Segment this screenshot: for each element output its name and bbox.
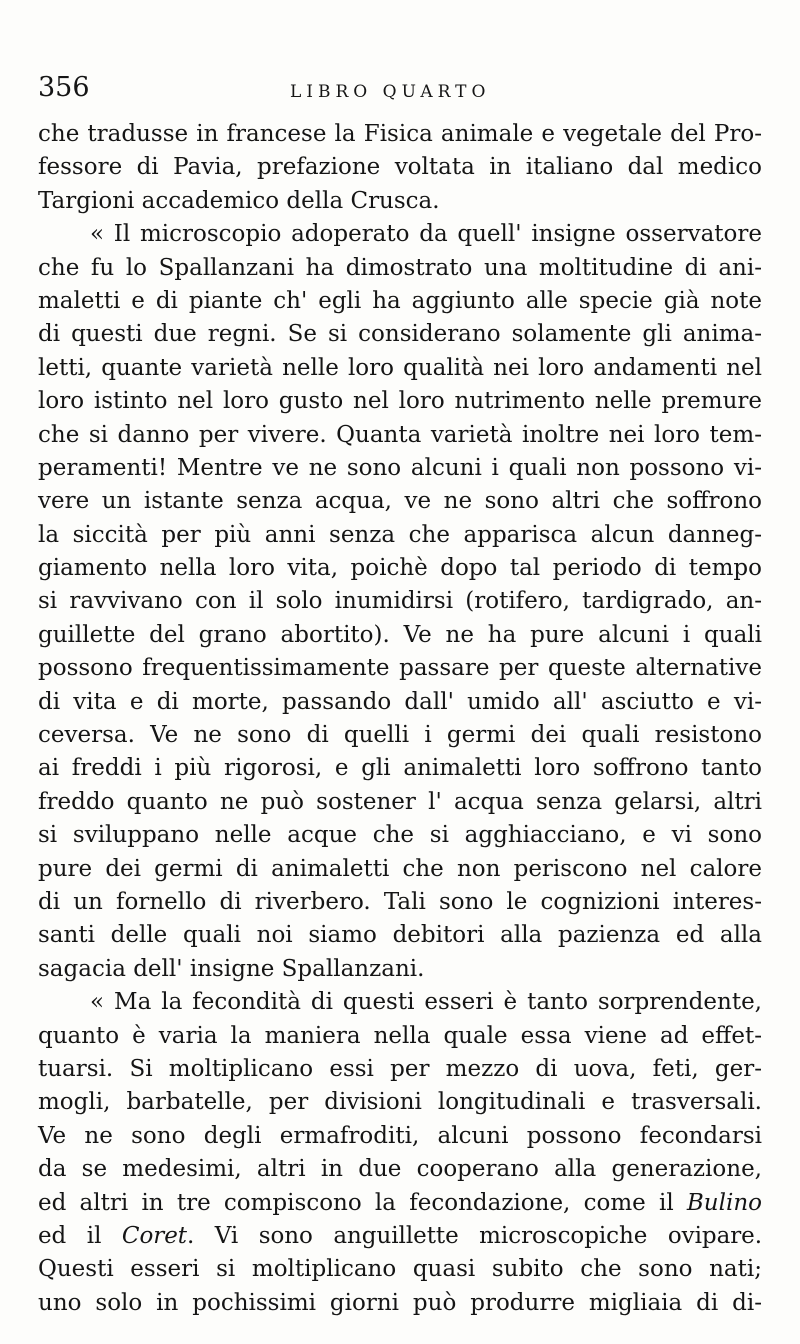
page-header — [38, 72, 758, 112]
text-line: loro istinto nel loro gusto nel loro nutrimento nelle premure — [38, 388, 762, 415]
page-number: 356 — [38, 72, 90, 103]
text-line: Ve ne sono degli ermafroditi, alcuni possono fecondarsi — [38, 1122, 762, 1149]
text-line: quanto è varia la maniera nella quale essa viene ad effet- — [38, 1022, 762, 1049]
text-line: ai freddi i più rigorosi, e gli animaletti loro soffrono tanto — [38, 755, 762, 782]
text-line: Questi esseri si moltiplicano quasi subito che sono nati; — [38, 1256, 762, 1283]
text-line: Targioni accademico della Crusca. — [38, 187, 440, 214]
text-line: di questi due regni. Se si considerano solamente gli anima- — [38, 321, 762, 348]
text-line: freddo quanto ne può sostener l' acqua senza gelarsi, altri — [38, 788, 762, 815]
text-line: mogli, barbatelle, per divisioni longitudinali e trasversali. — [38, 1089, 762, 1116]
text-line: tuarsi. Si moltiplicano essi per mezzo di uova, feti, ger- — [38, 1055, 762, 1082]
text-line: di vita e di morte, passando dall' umido all' asciutto e vi- — [38, 688, 762, 715]
text-line-with-italic — [38, 1220, 762, 1253]
text-line: peramenti! Mentre ve ne sono alcuni i quali non possono vi- — [38, 454, 762, 481]
italic-term: Coret — [121, 1222, 187, 1249]
text-segment: ed il — [38, 1222, 122, 1249]
text-line: si sviluppano nelle acque che si agghiacciano, e vi sono — [38, 822, 762, 849]
text-line: pure dei germi di animaletti che non periscono nel calore — [38, 855, 762, 882]
text-line: santi delle quali noi siamo debitori alla pazienza ed alla — [38, 922, 762, 949]
text-line: uno solo in pochissimi giorni può produrre migliaia di di- — [38, 1289, 762, 1316]
text-line-with-italic — [38, 1187, 762, 1220]
text-line: possono frequentissimamente passare per queste alternative — [38, 655, 762, 682]
text-line: fessore di Pavia, prefazione voltata in italiano dal medico — [38, 154, 762, 181]
italic-term: Bulino — [686, 1189, 762, 1216]
text-line: vere un istante senza acqua, ve ne sono altri che soffrono — [38, 488, 762, 515]
text-line: maletti e di piante ch' egli ha aggiunto alle specie già note — [38, 287, 762, 314]
text-line: giamento nella loro vita, poichè dopo tal periodo di tempo — [38, 555, 762, 582]
text-line: che si danno per vivere. Quanta varietà inoltre nei loro tem- — [38, 421, 762, 448]
text-line: che fu lo Spallanzani ha dimostrato una moltitudine di ani- — [38, 254, 762, 281]
paragraph-start-line: « Il microscopio adoperato da quell' insigne osservatore — [90, 221, 762, 248]
text-line: che tradusse in francese la Fisica animale e vegetale del Pro- — [38, 121, 762, 147]
text-line: sagacia dell' insigne Spallanzani. — [38, 955, 425, 982]
paragraph-start-line: « Ma la fecondità di questi esseri è tanto sorprendente, — [90, 989, 762, 1016]
text-line: si ravvivano con il solo inumidirsi (rotifero, tardigrado, an- — [38, 588, 762, 615]
text-segment: . Vi sono anguillette microscopiche ovipare. — [186, 1222, 762, 1249]
text-line: letti, quante varietà nelle loro qualità nei loro andamenti nel — [38, 354, 762, 381]
text-line: di un fornello di riverbero. Tali sono le cognizioni interes- — [38, 888, 762, 915]
text-line: la siccità per più anni senza che apparisca alcun danneg- — [38, 521, 762, 548]
body-text — [38, 118, 762, 1320]
text-line: da se medesimi, altri in due cooperano alla generazione, — [38, 1156, 762, 1183]
text-segment: ed altri in tre compiscono la fecondazione, come il — [38, 1189, 687, 1216]
text-line: ceversa. Ve ne sono di quelli i germi dei quali resistono — [38, 722, 762, 749]
text-line: guillette del grano abortito). Ve ne ha pure alcuni i quali — [38, 621, 762, 648]
running-head: LIBRO QUARTO — [290, 82, 491, 102]
